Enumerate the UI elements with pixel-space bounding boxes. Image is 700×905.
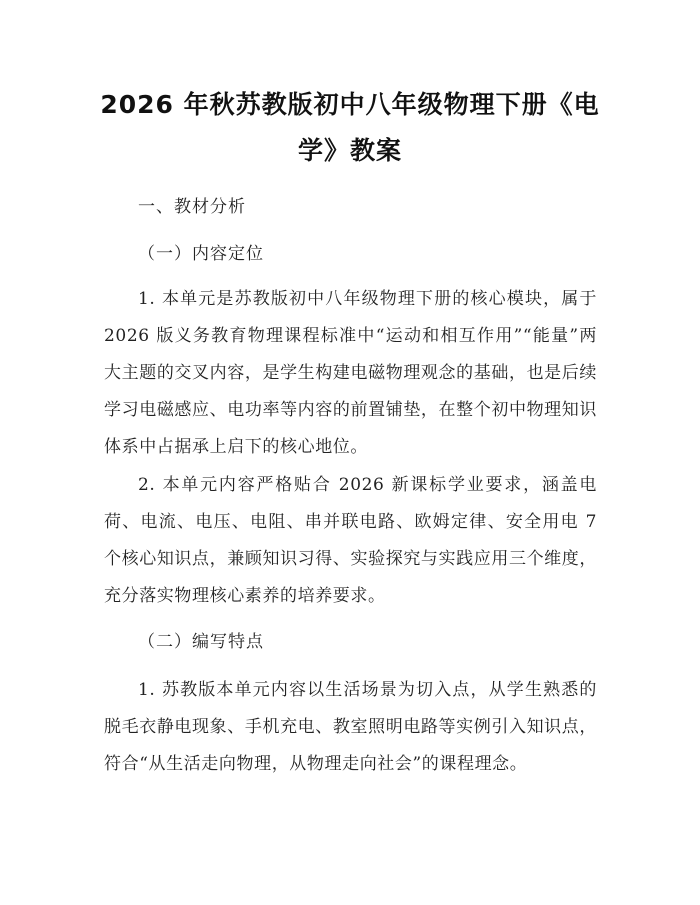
document-title-line2: 学》教案 <box>297 136 402 165</box>
paragraph-3: 1. 苏教版本单元内容以生活场景为切入点，从学生熟悉的脱毛衣静电现象、手机充电、教室照明电路等实例引入知识点，符合“从生活走向物理，从物理走向社会”的课程理念。 <box>104 680 597 774</box>
paragraph-1: 1. 本单元是苏教版初中八年级物理下册的核心模块，属于 2026 版义务教育物理课程标准中“运动和相互作用”“能量”两大主题的交叉内容，是学生构建电磁物理观念的基础，也是后续学习电磁感应、电功率等内容的前置铺垫，在整个初中物理知识体系中占据承上启下的核心地位。 <box>104 289 597 457</box>
paragraph-2: 2. 本单元内容严格贴合 2026 新课标学业要求，涵盖电荷、电流、电压、电阻、串并联电路、欧姆定律、安全用电 7 个核心知识点，兼顾知识习得、实验探究与实践应用三个维度，充分落实物理核心素养的培养要求。 <box>104 475 597 606</box>
subsection-heading-features: （二）编写特点 <box>138 632 264 652</box>
subsection-heading-positioning: （一）内容定位 <box>138 244 264 264</box>
section-heading-analysis: 一、教材分析 <box>138 197 246 217</box>
document-title-line1: 2026 年秋苏教版初中八年级物理下册《电 <box>100 90 600 119</box>
